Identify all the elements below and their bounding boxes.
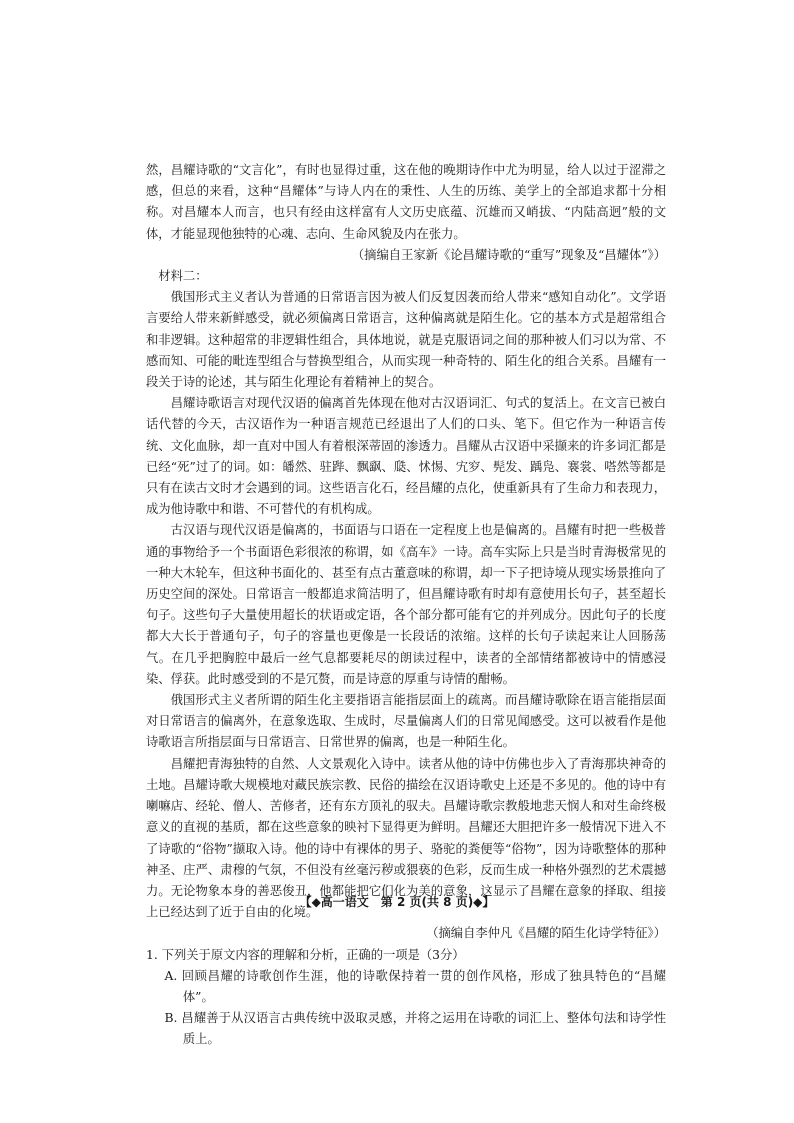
- material-2-paragraph: 昌耀诗歌语言对现代汉语的偏离首先体现在他对古汉语词汇、句式的复活上。在文言已被白话代替的今天，古汉语作为一种语言规范已经退出了人们的口头、笔下。但它作为一种语言传统、文化血脉，却一直对中国人有着根深蒂固的渗透力。昌耀从古汉语中采撷来的许多词汇都是已经“死”过了的词。如：皤然、驻跸、飘飖、瓞、怵惕、宄穸、髡发、踽凫、褰裳、嗒然等都是只有在读古文时才会遇到的词。这些语言化石，经昌耀的点化，使重新具有了生命力和表现力，成为他诗歌中和谐、不可替代的有机构成。: [146, 396, 666, 517]
- material-2-paragraph: 俄国形式主义者所谓的陌生化主要指语言能指层面上的疏离。而昌耀诗歌除在语言能指层面对日常语言的偏离外，在意象选取、生成时，尽量偏离人们的日常见闻感受。这可以被看作是他诗歌语言所指层面与日常语言、日常世界的偏离，也是一种陌生化。: [146, 693, 666, 750]
- page-content: [146, 160, 666, 1051]
- source-citation-1: （摘编自王家新《论昌耀诗歌的“重写”现象及“昌耀体”》）: [351, 247, 666, 262]
- question-1-option-b: B. 昌耀善于从汉语言古典传统中汲取灵感，并将之运用在诗歌的词汇上、整体句法和诗学性质上。: [164, 1011, 666, 1047]
- source-citation-2: （摘编自李仲凡《昌耀的陌生化诗学特征》）: [426, 926, 666, 941]
- material-2-heading: 材料二：: [158, 269, 208, 284]
- question-1-option-a: A. 回顾昌耀的诗歌创作生涯，他的诗歌保持着一贯的创作风格，形成了独具特色的“昌耀体”。: [164, 968, 666, 1004]
- material-2-paragraph: 古汉语与现代汉语是偏离的，书面语与口语在一定程度上也是偏离的。昌耀有时把一些极普通的事物给予一个书面语色彩很浓的称谓，如《高车》一诗。高车实际上只是当时青海极常见的一种大木轮车，但这种书面化的、甚至有点古董意味的称谓，却一下子把诗境从现实场景推向了历史空间的深处。日常语言一般都追求简洁明了，但昌耀诗歌有时却有意使用长句子，甚至超长句子。这些句子大量使用超长的状语或定语，各个部分都可能有它的并列成分。因此句子的长度都大大长于普通句子，句子的容量也更像是一长段话的浓缩。这样的长句子读起来让人回肠荡气。在几乎把胸腔中最后一丝气息都要耗尽的朗读过程中，读者的全部情绪都被诗中的情感浸染、俘获。此时感受到的不是冗赘，而是诗意的厚重与诗情的酣畅。: [146, 523, 666, 686]
- question-1-stem: 1. 下列关于原文内容的理解和分析，正确的一项是（3分）: [146, 947, 465, 962]
- material-2-paragraph: 俄国形式主义者认为普通的日常语言因为被人们反复因袭而给人带来“感知自动化”。文学语言要给人带来新鲜感受，就必须偏离日常语言，这种偏离就是陌生化。它的基本方式是超常组合和非逻辑。这种超常的非逻辑性组合，具体地说，就是克服语词之间的那种被人们习以为常、不感而知、可能的毗连型组合与替换型组合，从而实现一种奇特的、陌生化的组合关系。昌耀有一段关于诗的论述，其与陌生化理论有着精神上的契合。: [146, 290, 666, 390]
- material-2-paragraph: 昌耀把青海独特的自然、人文景观化入诗中。读者从他的诗中仿佛也步入了青海那块神奇的土地。昌耀诗歌大规模地对藏民族宗教、民俗的描绘在汉语诗歌史上还是不多见的。他的诗中有喇嘛店、经轮、僧人、苦修者，还有东方顶礼的驭夫。昌耀诗歌宗教般地悲天悯人和对生命终极意义的直视的基质，都在这些意象的映衬下显得更为鲜明。昌耀还大胆把许多一般情况下进入不了诗歌的“俗物”撷取入诗。他的诗中有裸体的男子、骆驼的粪便等“俗物”，因为诗歌整体的那种神圣、庄严、肃穆的气氛，不但没有丝毫污秽或猥亵的色彩，反而生成一种格外强烈的艺术震撼力。无论物象本身的善恶俊丑，他都能把它们化为美的意象，这显示了昌耀在意象的择取、组接上已经达到了近于自由的化境。: [146, 756, 666, 920]
- page-footer: 【◆高一语文 第 2 页(共 8 页)◆】: [299, 895, 495, 909]
- paragraph-continuation: 然，昌耀诗歌的“文言化”，有时也显得过重，这在他的晚期诗作中尤为明显，给人以过于涩滞之感，但总的来看，这种“昌耀体”与诗人内在的秉性、人生的历练、美学上的全部追求都十分相称。对昌耀本人而言，也只有经由这样富有人文历史底蕴、沉雄而又峭拔、“内陆高迥”般的文体，才能显现他独特的心魂、志向、生命风貌及内在张力。: [146, 163, 666, 241]
